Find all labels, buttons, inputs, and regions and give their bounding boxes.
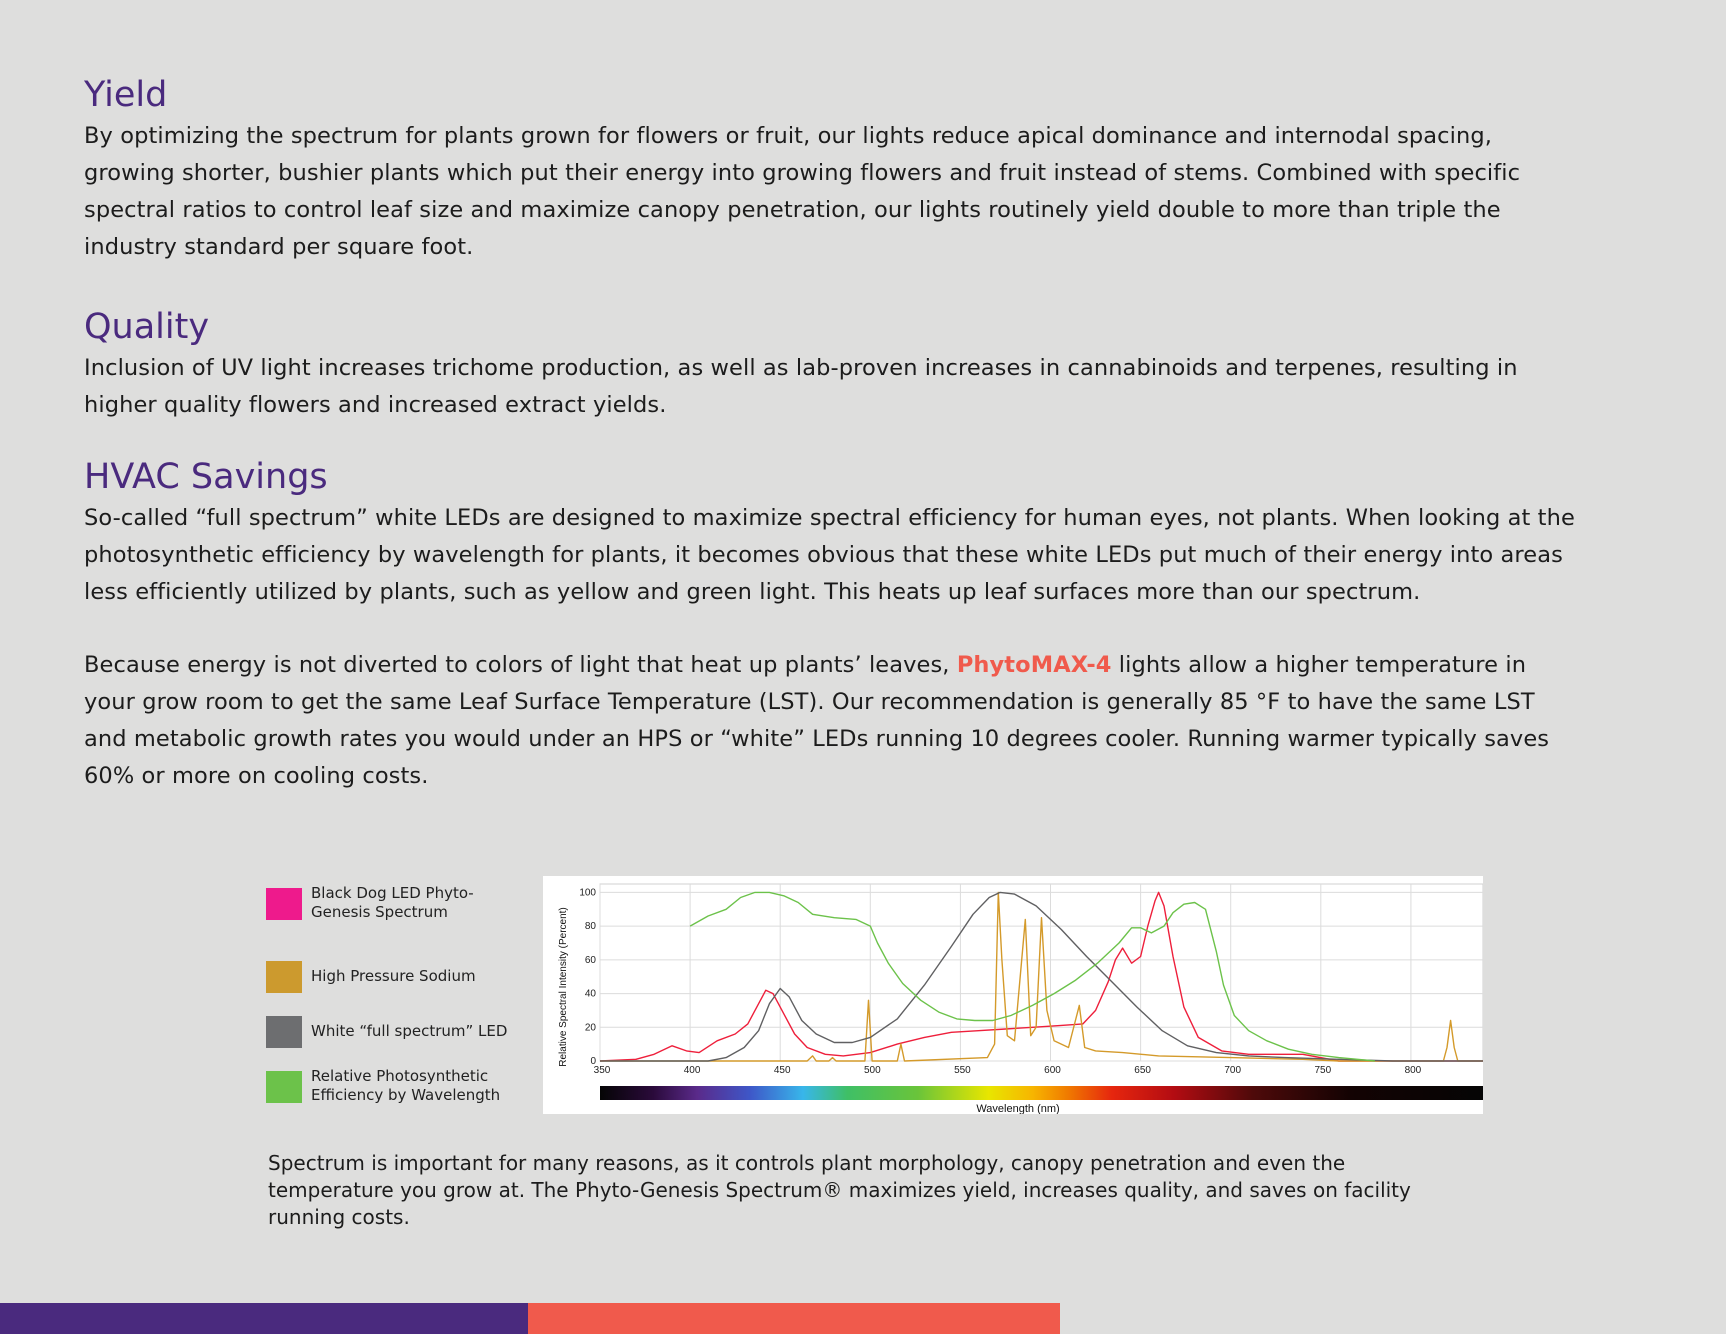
chart-legend xyxy=(266,884,526,1122)
legend-label: High Pressure Sodium xyxy=(311,967,476,985)
spectrum-chart xyxy=(543,876,1483,1114)
quality-paragraph: Inclusion of UV light increases trichome production, as well as lab-proven increases in cannabinoids and terpenes, resulting in higher quality flowers and increased extract yields. xyxy=(84,355,1518,418)
legend-swatch xyxy=(266,1016,302,1048)
x-tick-label: 350 xyxy=(593,1065,611,1076)
y-tick-label: 20 xyxy=(584,1022,596,1034)
chart-series xyxy=(600,892,1483,1061)
legend-label: Relative Photosynthetic Efficiency by Wavelength xyxy=(311,1067,501,1104)
main-content xyxy=(84,72,1584,795)
x-tick-label: 800 xyxy=(1404,1065,1422,1076)
x-tick-label: 400 xyxy=(683,1065,701,1076)
hvac-paragraph-1: So-called “full spectrum” white LEDs are designed to maximize spectral efficiency for human eyes, not plants. When looking at the photosynthetic efficiency by wavelength for plants, it becomes obvious that these white LEDs put much of their energy into areas less efficiently utilized by plants, such as yellow and green light. This heats up leaf surfaces more than our spectrum. xyxy=(84,505,1575,605)
x-tick-label: 600 xyxy=(1044,1065,1061,1076)
footer-bar-purple xyxy=(0,1303,528,1334)
x-tick-label: 700 xyxy=(1224,1065,1242,1076)
chart-caption: Spectrum is important for many reasons, as it controls plant morphology, canopy penetration and even the temperature you grow at. The Phyto-Genesis Spectrum® maximizes yield, increases quality, and saves on facility running costs. xyxy=(268,1151,1411,1229)
legend-swatch xyxy=(266,1071,302,1103)
hvac-text-before: Because energy is not diverted to colors of light that heat up plants’ leaves, xyxy=(84,652,957,678)
legend-label: Black Dog LED Phyto-Genesis Spectrum xyxy=(311,884,474,921)
y-tick-label: 0 xyxy=(590,1056,596,1067)
y-tick-label: 60 xyxy=(584,954,596,966)
footer-bar-orange xyxy=(528,1303,1060,1334)
quality-heading: Quality xyxy=(84,307,210,347)
x-tick-label: 650 xyxy=(1134,1065,1151,1076)
y-tick-label: 80 xyxy=(584,921,596,933)
legend-label: White “full spectrum” LED xyxy=(311,1022,508,1040)
x-tick-label: 750 xyxy=(1314,1065,1332,1076)
y-tick-label: 40 xyxy=(584,988,596,1000)
series-line-3 xyxy=(690,892,1375,1061)
legend-item-hps xyxy=(266,957,526,1012)
legend-item-white-led xyxy=(266,1012,526,1067)
hvac-paragraph-2 xyxy=(84,647,1584,795)
x-tick-label: 450 xyxy=(773,1065,791,1076)
y-tick-label: 100 xyxy=(579,887,596,899)
legend-item-photosynthetic-efficiency xyxy=(266,1067,526,1122)
legend-swatch xyxy=(266,961,302,993)
x-tick-label: 500 xyxy=(863,1065,881,1076)
x-axis-label: Wavelength (nm) xyxy=(976,1103,1060,1114)
spectrum-chart-svg xyxy=(543,876,1483,1114)
legend-item-phyto-genesis xyxy=(266,884,526,939)
y-axis-label: Relative Spectral Intensity (Percent) xyxy=(558,907,569,1067)
spectrum-color-bar xyxy=(600,1086,1483,1100)
yield-paragraph: By optimizing the spectrum for plants grown for flowers or fruit, our lights reduce apical dominance and internodal spacing, growing shorter, bushier plants which put their energy into growing flowers and fruit instead of stems. Combined with specific spectral ratios to control leaf size and maximize canopy penetration, our lights routinely yield double to more than triple the industry standard per square foot. xyxy=(84,123,1521,260)
yield-heading: Yield xyxy=(84,75,168,115)
hvac-text-after: lights allow a higher temperature in your grow room to get the same Leaf Surface Temperature (LST). Our recommendation is generally 85 °F to have the same LST and metabolic growth rates you would under an HPS or “white” LEDs running 10 degrees cooler. Running warmer typically saves 60% or more on cooling costs. xyxy=(84,652,1550,789)
brand-name: PhytoMAX-4 xyxy=(956,652,1112,678)
x-tick-label: 550 xyxy=(954,1065,971,1076)
legend-swatch xyxy=(266,888,302,920)
hvac-heading: HVAC Savings xyxy=(84,457,328,497)
